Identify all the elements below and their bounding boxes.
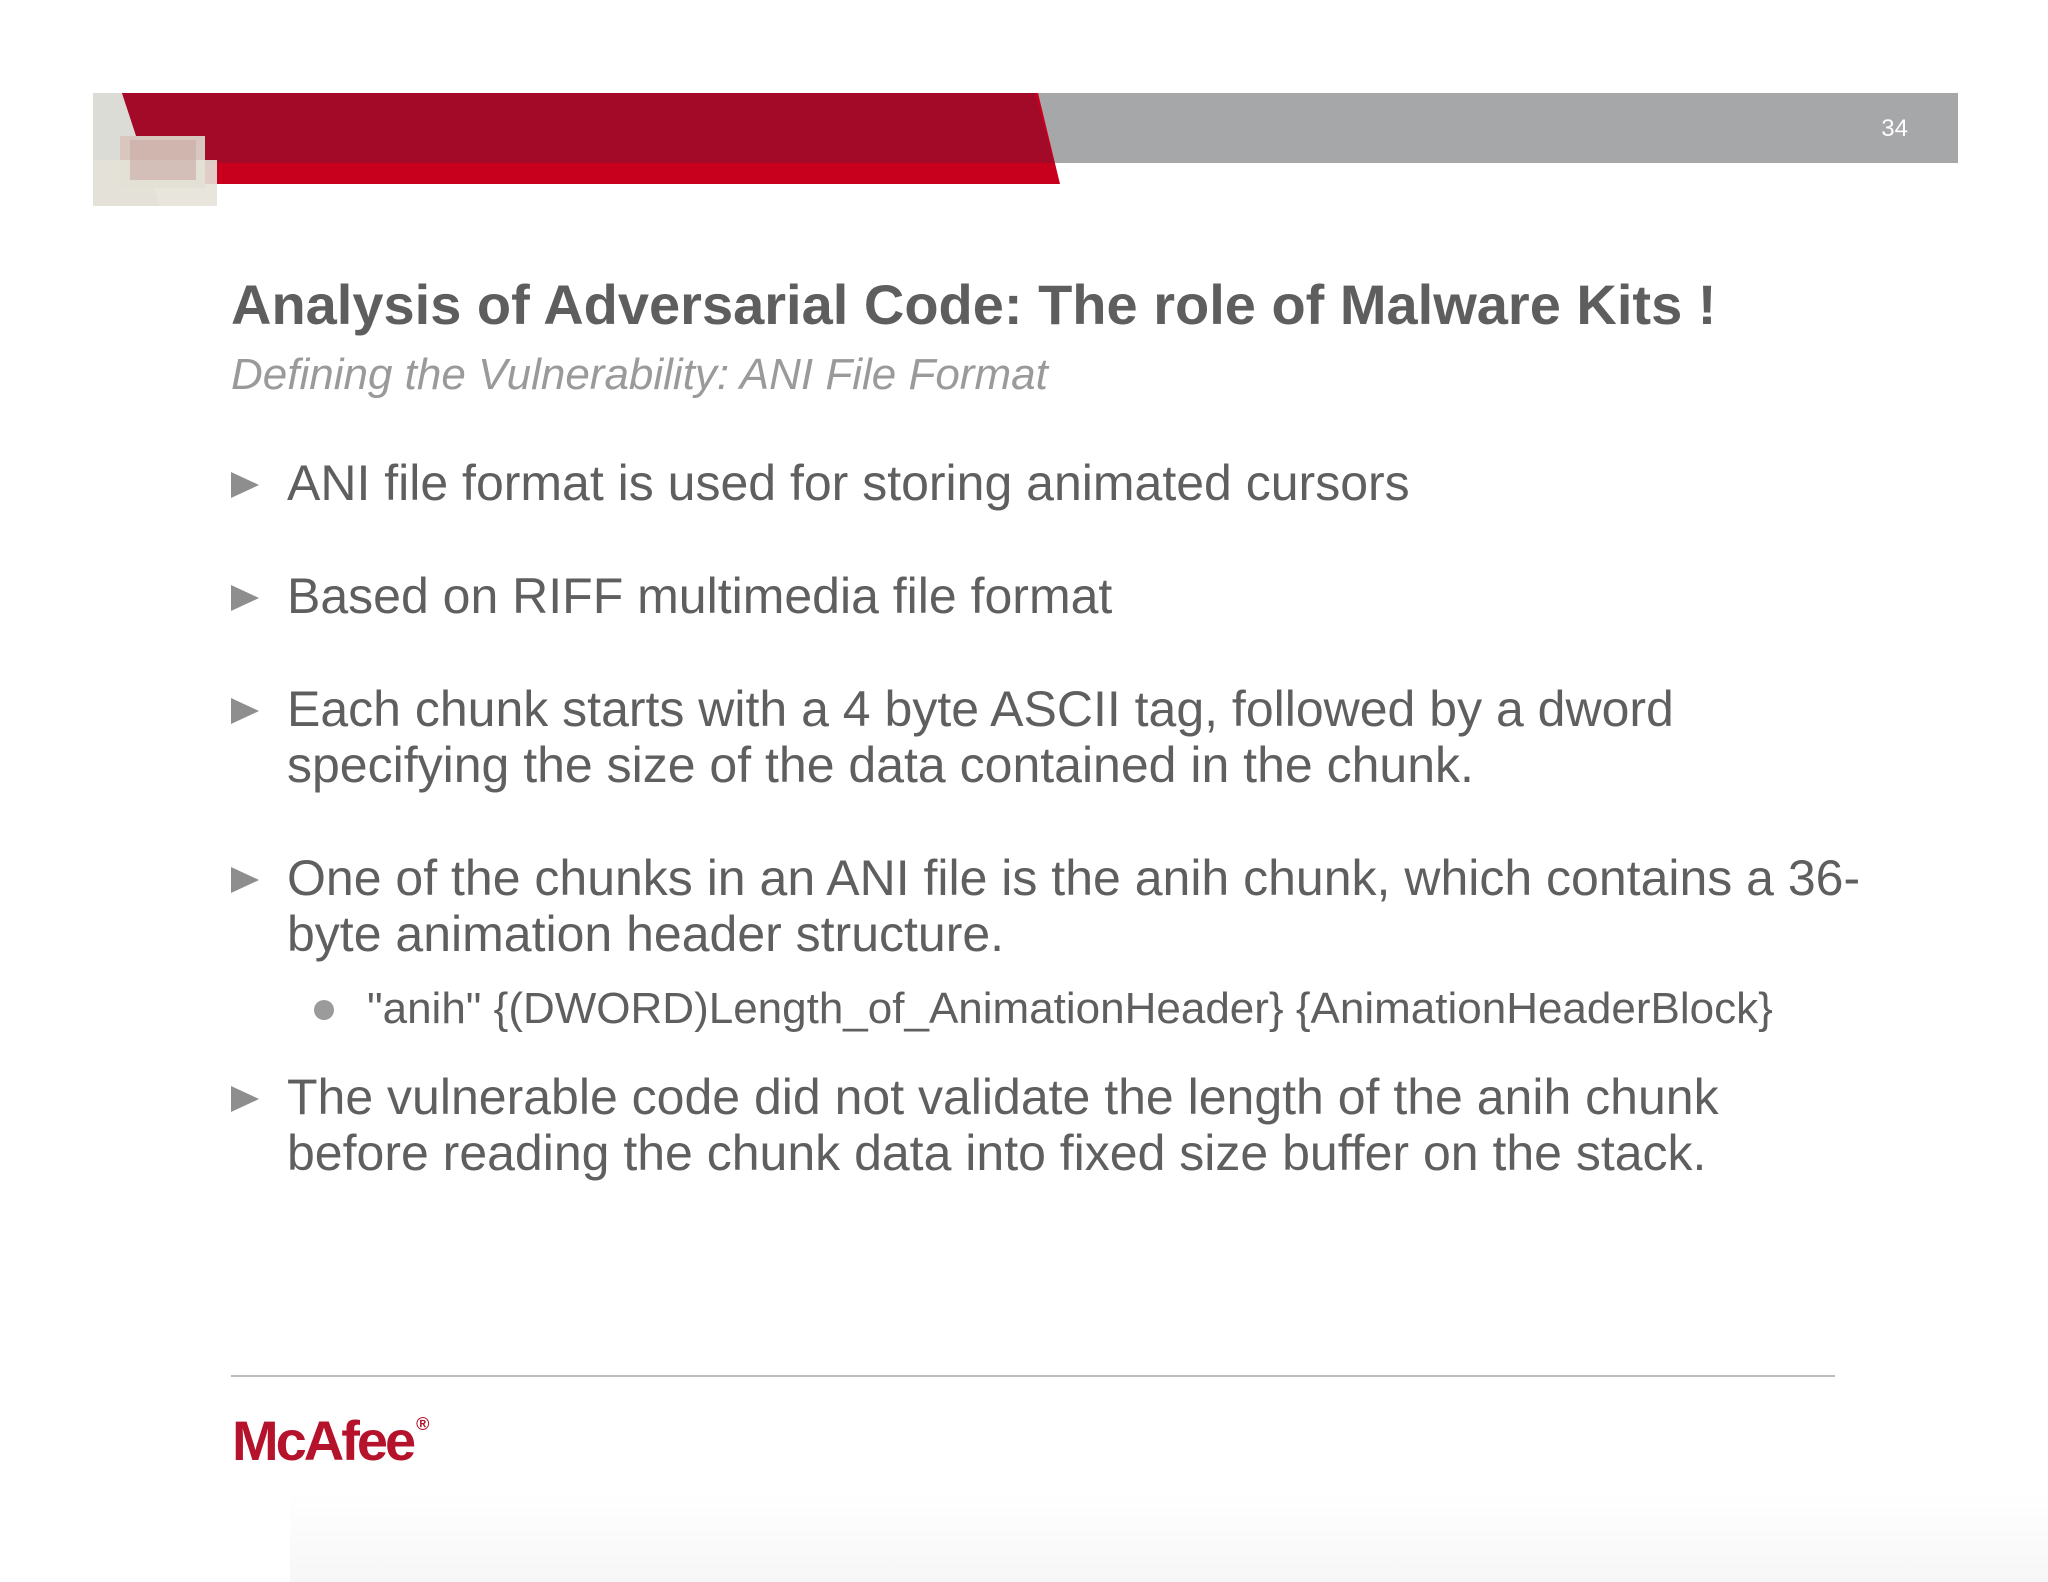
triangle-bullet-icon bbox=[231, 698, 259, 724]
bullet-text: One of the chunks in an ANI file is the anih chunk, which contains a 36-byte animation header structure. bbox=[287, 850, 1861, 962]
logo-text: McAfee bbox=[232, 1409, 414, 1472]
footer-shade bbox=[290, 1490, 2048, 1582]
slide-subtitle: Defining the Vulnerability: ANI File Format bbox=[231, 350, 1048, 399]
sub-bullet-item bbox=[287, 984, 1871, 1034]
bullet-item bbox=[231, 568, 1871, 624]
sub-bullet-text: "anih" {(DWORD)Length_of_AnimationHeader} {AnimationHeaderBlock} bbox=[367, 984, 1773, 1033]
slide-number: 34 bbox=[1881, 115, 1908, 142]
bullet-item bbox=[231, 850, 1871, 1034]
mcafee-logo bbox=[232, 1408, 430, 1473]
bullet-item bbox=[231, 1069, 1871, 1181]
bullet-list bbox=[231, 455, 1871, 1181]
bullet-text: Each chunk starts with a 4 byte ASCII tag, followed by a dword specifying the size of the data contained in the chunk. bbox=[287, 681, 1674, 793]
dot-bullet-icon bbox=[314, 1000, 334, 1020]
triangle-bullet-icon bbox=[231, 867, 259, 893]
sub-bullet-list bbox=[287, 984, 1871, 1034]
header-band bbox=[0, 0, 2048, 220]
triangle-bullet-icon bbox=[231, 1086, 259, 1112]
registered-mark: ® bbox=[416, 1414, 430, 1434]
bullet-item bbox=[231, 455, 1871, 511]
bullet-text: Based on RIFF multimedia file format bbox=[287, 568, 1113, 624]
header-graphic bbox=[0, 0, 2048, 220]
triangle-bullet-icon bbox=[231, 585, 259, 611]
bullet-item bbox=[231, 681, 1871, 793]
bullet-text: The vulnerable code did not validate the length of the anih chunk before reading the chunk data into fixed size buffer on the stack. bbox=[287, 1069, 1719, 1181]
bullet-text: ANI file format is used for storing animated cursors bbox=[287, 455, 1410, 511]
slide-title: Analysis of Adversarial Code: The role of Malware Kits ! bbox=[231, 273, 1717, 336]
triangle-bullet-icon bbox=[231, 472, 259, 498]
footer-divider bbox=[231, 1375, 1835, 1377]
